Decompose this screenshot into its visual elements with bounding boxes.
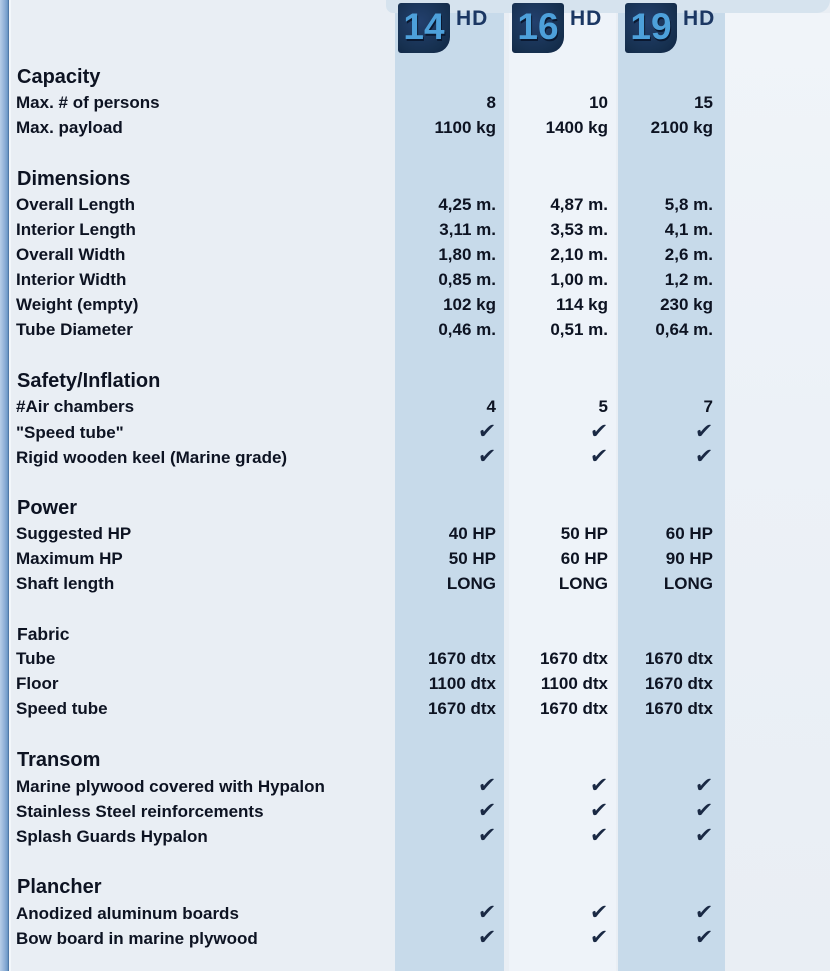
check-icon: ✔ xyxy=(589,799,610,822)
model-suffix: HD xyxy=(683,7,716,30)
cell-value: 114 kg xyxy=(556,295,608,314)
cell-value: 1670 dtx xyxy=(644,649,713,668)
cell-value: 230 kg xyxy=(660,295,713,314)
value-cell xyxy=(395,242,504,267)
table-row xyxy=(0,90,830,115)
table-row xyxy=(0,292,830,317)
row-label: Splash Guards Hypalon xyxy=(16,826,208,846)
cell-value: 0,51 m. xyxy=(550,320,608,339)
value-cell xyxy=(395,798,504,824)
check-icon: ✔ xyxy=(477,799,498,822)
cell-value: 4 xyxy=(486,397,496,416)
value-cell xyxy=(509,571,616,596)
value-cell xyxy=(395,646,504,671)
cell-value: 4,87 m. xyxy=(550,195,608,214)
value-cell xyxy=(395,115,504,140)
value-cell xyxy=(509,394,616,419)
check-icon: ✔ xyxy=(477,824,498,847)
table-row xyxy=(0,444,830,469)
row-label: #Air chambers xyxy=(16,397,135,416)
row-label: "Speed tube" xyxy=(16,422,124,442)
model-number: 19 xyxy=(630,5,672,47)
cell-value: 1670 dtx xyxy=(644,674,713,693)
section-title: Plancher xyxy=(17,876,102,898)
value-cell xyxy=(618,646,725,671)
section-title: Power xyxy=(17,497,78,519)
value-cell xyxy=(618,317,725,342)
table-row xyxy=(0,394,830,419)
cell-value: 1670 dtx xyxy=(427,699,496,718)
cell-value: 8 xyxy=(486,93,496,112)
section-title: Dimensions xyxy=(17,168,131,190)
value-cell xyxy=(509,546,616,571)
check-icon: ✔ xyxy=(694,774,715,797)
row-label: Overall Length xyxy=(16,195,136,214)
value-cell xyxy=(509,242,616,267)
cell-value: 40 HP xyxy=(448,524,496,543)
row-label: Max. payload xyxy=(16,118,123,137)
cell-value: LONG xyxy=(446,574,496,593)
table-row xyxy=(0,823,830,848)
value-cell xyxy=(395,521,504,546)
cell-value: 1670 dtx xyxy=(539,699,608,718)
check-icon: ✔ xyxy=(694,926,715,949)
value-cell xyxy=(509,90,616,115)
model-suffix: HD xyxy=(456,7,489,30)
value-cell xyxy=(618,798,725,824)
check-icon: ✔ xyxy=(477,901,498,924)
row-label: Rigid wooden keel (Marine grade) xyxy=(16,447,288,467)
value-cell xyxy=(509,773,616,799)
cell-value: 7 xyxy=(703,397,713,416)
check-icon: ✔ xyxy=(477,420,498,443)
value-cell xyxy=(618,242,725,267)
value-cell xyxy=(618,925,725,951)
section-title: Transom xyxy=(17,749,101,771)
value-cell xyxy=(395,696,504,721)
model-number: 14 xyxy=(403,5,445,47)
cell-value: 1100 dtx xyxy=(428,674,496,693)
value-cell xyxy=(618,571,725,596)
cell-value: 1,00 m. xyxy=(550,270,608,289)
value-cell xyxy=(618,823,725,849)
value-cell xyxy=(618,546,725,571)
check-icon: ✔ xyxy=(694,420,715,443)
check-icon: ✔ xyxy=(694,824,715,847)
section-power xyxy=(0,495,830,596)
cell-value: 50 HP xyxy=(560,524,608,543)
cell-value: 5 xyxy=(598,397,608,416)
value-cell xyxy=(618,696,725,721)
cell-value: 50 HP xyxy=(448,549,496,568)
value-cell xyxy=(509,671,616,696)
row-label: Overall Width xyxy=(16,245,126,264)
table-row xyxy=(0,925,830,950)
section-transom xyxy=(0,747,830,848)
cell-value: 1670 dtx xyxy=(539,649,608,668)
table-row xyxy=(0,317,830,342)
table-row xyxy=(0,267,830,292)
section-capacity xyxy=(0,64,830,140)
cell-value: 102 kg xyxy=(443,295,496,314)
cell-value: 10 xyxy=(589,93,608,112)
section-plancher xyxy=(0,874,830,950)
value-cell xyxy=(395,192,504,217)
value-cell xyxy=(509,317,616,342)
value-cell xyxy=(509,521,616,546)
cell-value: 1670 dtx xyxy=(427,649,496,668)
check-icon: ✔ xyxy=(589,824,610,847)
cell-value: 4,25 m. xyxy=(438,195,496,214)
value-cell xyxy=(395,394,504,419)
value-cell xyxy=(618,192,725,217)
section-dimensions xyxy=(0,166,830,342)
section-fabric xyxy=(0,622,830,721)
row-label: Interior Length xyxy=(16,220,136,239)
row-label: Stainless Steel reinforcements xyxy=(16,801,264,821)
value-cell xyxy=(509,292,616,317)
model-suffix: HD xyxy=(570,7,603,30)
value-cell xyxy=(395,773,504,799)
row-label: Bow board in marine plywood xyxy=(16,928,258,948)
value-cell xyxy=(618,217,725,242)
table-row xyxy=(0,671,830,696)
value-cell xyxy=(618,773,725,799)
table-row xyxy=(0,115,830,140)
value-cell xyxy=(618,90,725,115)
row-label: Marine plywood covered with Hypalon xyxy=(16,776,325,796)
section-safety-inflation xyxy=(0,368,830,469)
cell-value: 1100 dtx xyxy=(540,674,608,693)
row-label: Suggested HP xyxy=(16,524,132,543)
value-cell xyxy=(509,192,616,217)
value-cell xyxy=(509,696,616,721)
row-label: Speed tube xyxy=(16,699,108,718)
cell-value: 3,11 m. xyxy=(439,220,496,239)
table-row xyxy=(0,798,830,823)
value-cell xyxy=(395,90,504,115)
cell-value: 90 HP xyxy=(665,549,713,568)
value-cell xyxy=(509,115,616,140)
check-icon: ✔ xyxy=(477,774,498,797)
table-row xyxy=(0,773,830,798)
table-row xyxy=(0,571,830,596)
value-cell xyxy=(618,521,725,546)
cell-value: 0,64 m. xyxy=(655,320,713,339)
value-cell xyxy=(618,671,725,696)
row-label: Floor xyxy=(16,674,59,693)
value-cell xyxy=(618,292,725,317)
table-row xyxy=(0,546,830,571)
cell-value: 2,6 m. xyxy=(664,245,713,264)
row-label: Maximum HP xyxy=(16,549,123,568)
value-cell xyxy=(395,292,504,317)
row-label: Anodized aluminum boards xyxy=(16,903,239,923)
section-title: Capacity xyxy=(17,66,101,88)
row-label: Shaft length xyxy=(16,574,115,593)
value-cell xyxy=(509,444,616,470)
cell-value: 3,53 m. xyxy=(550,220,608,239)
check-icon: ✔ xyxy=(589,445,610,468)
check-icon: ✔ xyxy=(589,926,610,949)
table-row xyxy=(0,900,830,925)
cell-value: 1670 dtx xyxy=(644,699,713,718)
check-icon: ✔ xyxy=(694,799,715,822)
value-cell xyxy=(618,394,725,419)
value-cell xyxy=(509,267,616,292)
check-icon: ✔ xyxy=(589,774,610,797)
row-label: Tube Diameter xyxy=(16,320,133,339)
value-cell xyxy=(509,823,616,849)
cell-value: 2,10 m. xyxy=(550,245,608,264)
cell-value: 2100 kg xyxy=(650,118,713,137)
row-label: Tube xyxy=(16,649,56,668)
value-cell xyxy=(618,115,725,140)
cell-value: 15 xyxy=(694,93,713,112)
table-row xyxy=(0,242,830,267)
value-cell xyxy=(395,217,504,242)
value-cell xyxy=(395,823,504,849)
section-title: Safety/Inflation xyxy=(17,370,161,392)
row-label: Max. # of persons xyxy=(16,93,160,112)
cell-value: 1400 kg xyxy=(545,118,608,137)
row-label: Interior Width xyxy=(16,270,127,289)
check-icon: ✔ xyxy=(477,926,498,949)
check-icon: ✔ xyxy=(694,445,715,468)
cell-value: 60 HP xyxy=(560,549,608,568)
value-cell xyxy=(395,419,504,445)
model-number: 16 xyxy=(517,5,559,47)
value-cell xyxy=(395,900,504,926)
cell-value: 1,80 m. xyxy=(438,245,496,264)
table-row xyxy=(0,521,830,546)
row-label: Weight (empty) xyxy=(16,295,139,314)
value-cell xyxy=(509,798,616,824)
value-cell xyxy=(618,444,725,470)
value-cell xyxy=(395,571,504,596)
cell-value: 4,1 m. xyxy=(664,220,713,239)
cell-value: 0,46 m. xyxy=(438,320,496,339)
check-icon: ✔ xyxy=(589,420,610,443)
cell-value: 0,85 m. xyxy=(438,270,496,289)
section-title: Fabric xyxy=(17,624,70,644)
table-row xyxy=(0,696,830,721)
value-cell xyxy=(509,925,616,951)
cell-value: 1100 kg xyxy=(434,118,496,137)
cell-value: 60 HP xyxy=(665,524,713,543)
value-cell xyxy=(395,267,504,292)
value-cell xyxy=(509,646,616,671)
cell-value: LONG xyxy=(558,574,608,593)
value-cell xyxy=(395,546,504,571)
value-cell xyxy=(395,671,504,696)
cell-value: 1,2 m. xyxy=(664,270,713,289)
value-cell xyxy=(395,317,504,342)
check-icon: ✔ xyxy=(589,901,610,924)
check-icon: ✔ xyxy=(477,445,498,468)
value-cell xyxy=(509,419,616,445)
table-row xyxy=(0,646,830,671)
value-cell xyxy=(395,925,504,951)
table-row xyxy=(0,192,830,217)
check-icon: ✔ xyxy=(694,901,715,924)
value-cell xyxy=(618,900,725,926)
value-cell xyxy=(509,217,616,242)
cell-value: LONG xyxy=(663,574,713,593)
value-cell xyxy=(618,419,725,445)
value-cell xyxy=(509,900,616,926)
table-row xyxy=(0,419,830,444)
value-cell xyxy=(618,267,725,292)
cell-value: 5,8 m. xyxy=(664,195,713,214)
value-cell xyxy=(395,444,504,470)
table-row xyxy=(0,217,830,242)
